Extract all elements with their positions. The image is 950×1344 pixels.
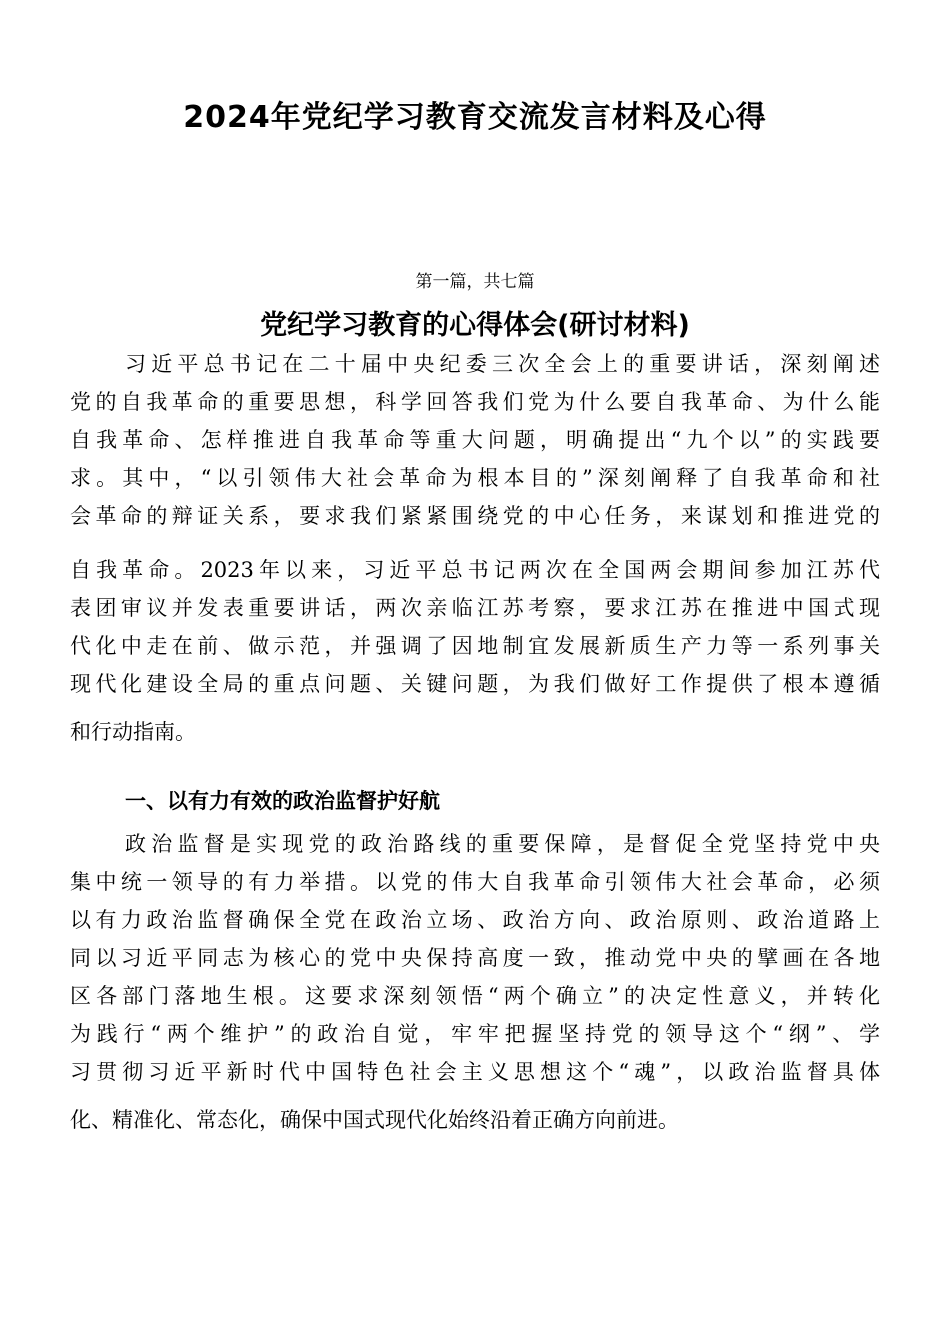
paragraph-line: 习近平总书记在二十届中央纪委三次全会上的重要讲话，深刻阐述 (125, 352, 880, 376)
paragraph-line: 自我革命、怎样推进自我革命等重大问题，明确提出“九个以”的实践要 (70, 428, 880, 452)
document-title: 2024年党纪学习教育交流发言材料及心得 (183, 100, 767, 135)
chapter-label: 第一篇，共七篇 (415, 272, 535, 292)
paragraph-line: 求。其中，“以引领伟大社会革命为根本目的”深刻阐释了自我革命和社 (70, 466, 880, 490)
paragraph-line: 党的自我革命的重要思想，科学回答我们党为什么要自我革命、为什么能 (70, 390, 880, 414)
paragraph-line: 代化中走在前、做示范，并强调了因地制宜发展新质生产力等一系列事关 (70, 634, 880, 658)
heading-political-supervision: 一、以有力有效的政治监督护好航 (125, 789, 440, 813)
paragraph-line: 自我革命。2023年以来，习近平总书记两次在全国两会期间参加江苏代 (70, 558, 880, 582)
paragraph-line: 以有力政治监督确保全党在政治立场、政治方向、政治原则、政治道路上 (70, 908, 880, 932)
paragraph-line: 和行动指南。 (70, 720, 196, 744)
section-title: 党纪学习教育的心得体会(研讨材料) (260, 310, 690, 341)
paragraph-line: 会革命的辩证关系，要求我们紧紧围绕党的中心任务，来谋划和推进党的 (70, 504, 880, 528)
paragraph-line: 表团审议并发表重要讲话，两次亲临江苏考察，要求江苏在推进中国式现 (70, 596, 880, 620)
paragraph-line: 现代化建设全局的重点问题、关键问题，为我们做好工作提供了根本遵循 (70, 672, 880, 696)
paragraph-line: 同以习近平同志为核心的党中央保持高度一致，推动党中央的擘画在各地 (70, 946, 880, 970)
paragraph-line: 区各部门落地生根。这要求深刻领悟“两个确立”的决定性意义，并转化 (70, 984, 880, 1008)
paragraph-line: 习贯彻习近平新时代中国特色社会主义思想这个“魂”，以政治监督具体 (70, 1060, 880, 1084)
paragraph-line: 集中统一领导的有力举措。以党的伟大自我革命引领伟大社会革命，必须 (70, 870, 880, 894)
paragraph-line: 政治监督是实现党的政治路线的重要保障，是督促全党坚持党中央 (125, 832, 880, 856)
paragraph-intro (70, 345, 880, 751)
paragraph-line: 化、精准化、常态化，确保中国式现代化始终沿着正确方向前进。 (70, 1108, 679, 1132)
paragraph-political-supervision (70, 825, 880, 1139)
paragraph-line: 为践行“两个维护”的政治自觉，牢牢把握坚持党的领导这个“纲”、学 (70, 1022, 880, 1046)
